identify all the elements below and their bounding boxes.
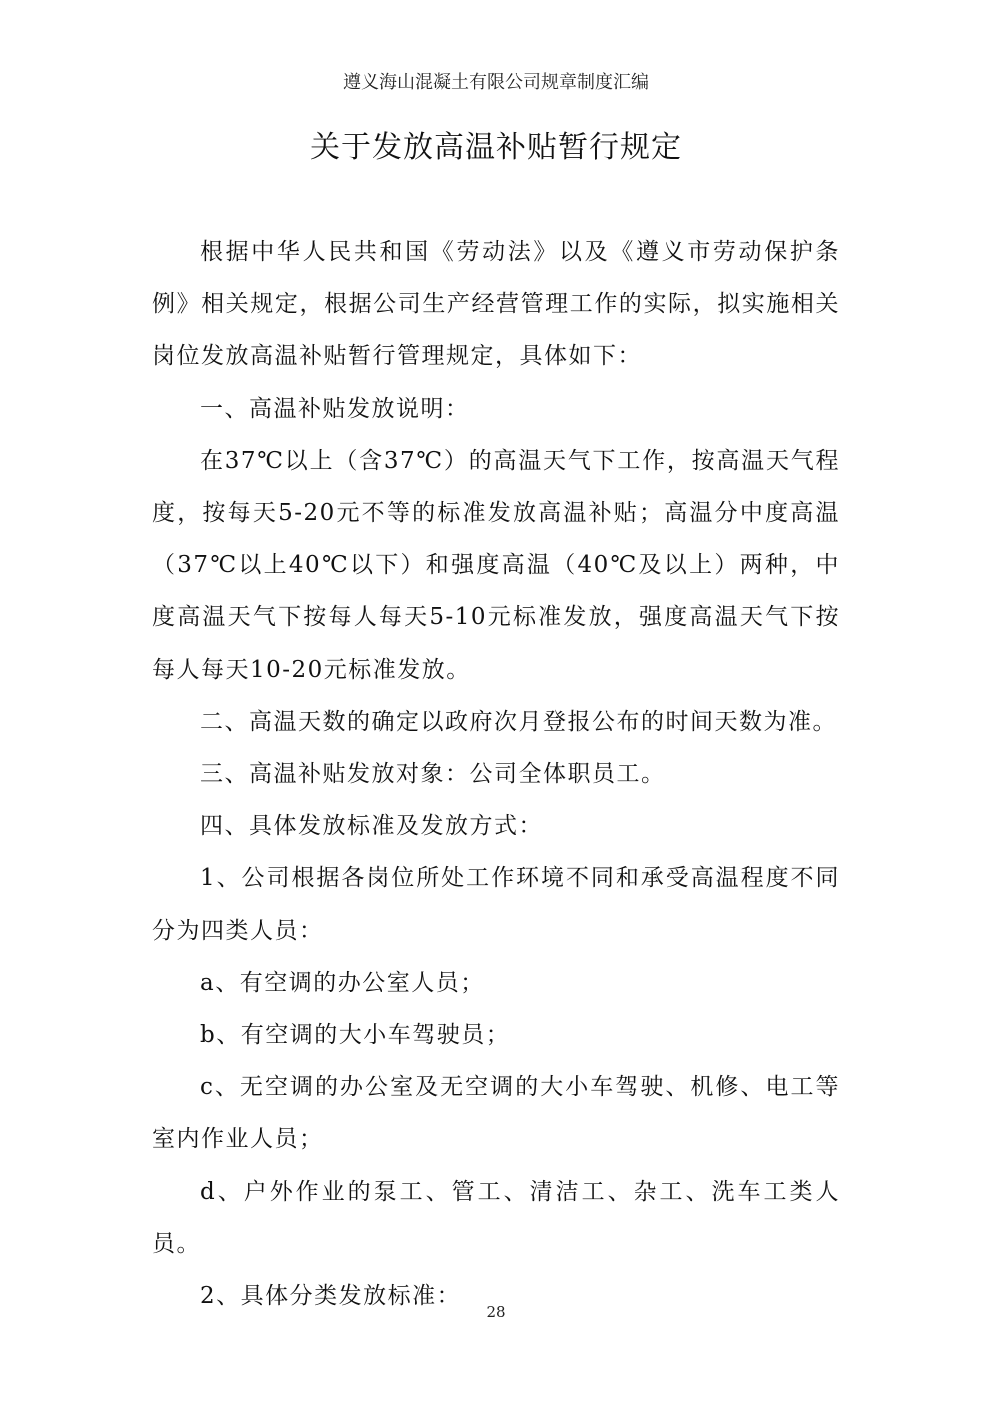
document-body xyxy=(152,226,840,1322)
page-number: 28 xyxy=(486,1303,506,1321)
list-item-b: b、有空调的大小车驾驶员； xyxy=(200,1022,511,1049)
intro-paragraph: 根据中华人民共和国《劳动法》以及《遵义市劳动保护条例》相关规定，根据公司生产经营管理工作的实际，拟实施相关岗位发放高温补贴暂行管理规定，具体如下： xyxy=(152,239,840,370)
item-1-paragraph: 1、公司根据各岗位所处工作环境不同和承受高温程度不同分为四类人员： xyxy=(152,865,840,944)
section-2-paragraph: 二、高温天数的确定以政府次月登报公布的时间天数为准。 xyxy=(200,708,837,735)
list-item-c: c、无空调的办公室及无空调的大小车驾驶、机修、电工等室内作业人员； xyxy=(152,1074,840,1153)
item-2-paragraph: 2、具体分类发放标准： xyxy=(200,1283,462,1310)
section-1-heading: 一、高温补贴发放说明： xyxy=(200,395,470,422)
section-3-paragraph: 三、高温补贴发放对象：公司全体职员工。 xyxy=(200,761,666,788)
document-title: 关于发放高温补贴暂行规定 xyxy=(310,130,682,165)
section-1-paragraph: 在37℃以上（含37℃）的高温天气下工作，按高温天气程度，按每天5-20元不等的标准发放高温补贴；高温分中度高温（37℃以上40℃以下）和强度高温（40℃及以上）两种，中度高温天气下按每人每天5-10元标准发放，强度高温天气下按每人每天10-20元标准发放。 xyxy=(152,447,840,683)
running-header: 遵义海山混凝土有限公司规章制度汇编 xyxy=(343,72,649,93)
list-item-d: d、户外作业的泵工、管工、清洁工、杂工、洗车工类人员。 xyxy=(152,1178,840,1257)
section-4-heading: 四、具体发放标准及发放方式： xyxy=(200,813,543,840)
list-item-a: a、有空调的办公室人员； xyxy=(200,969,485,996)
